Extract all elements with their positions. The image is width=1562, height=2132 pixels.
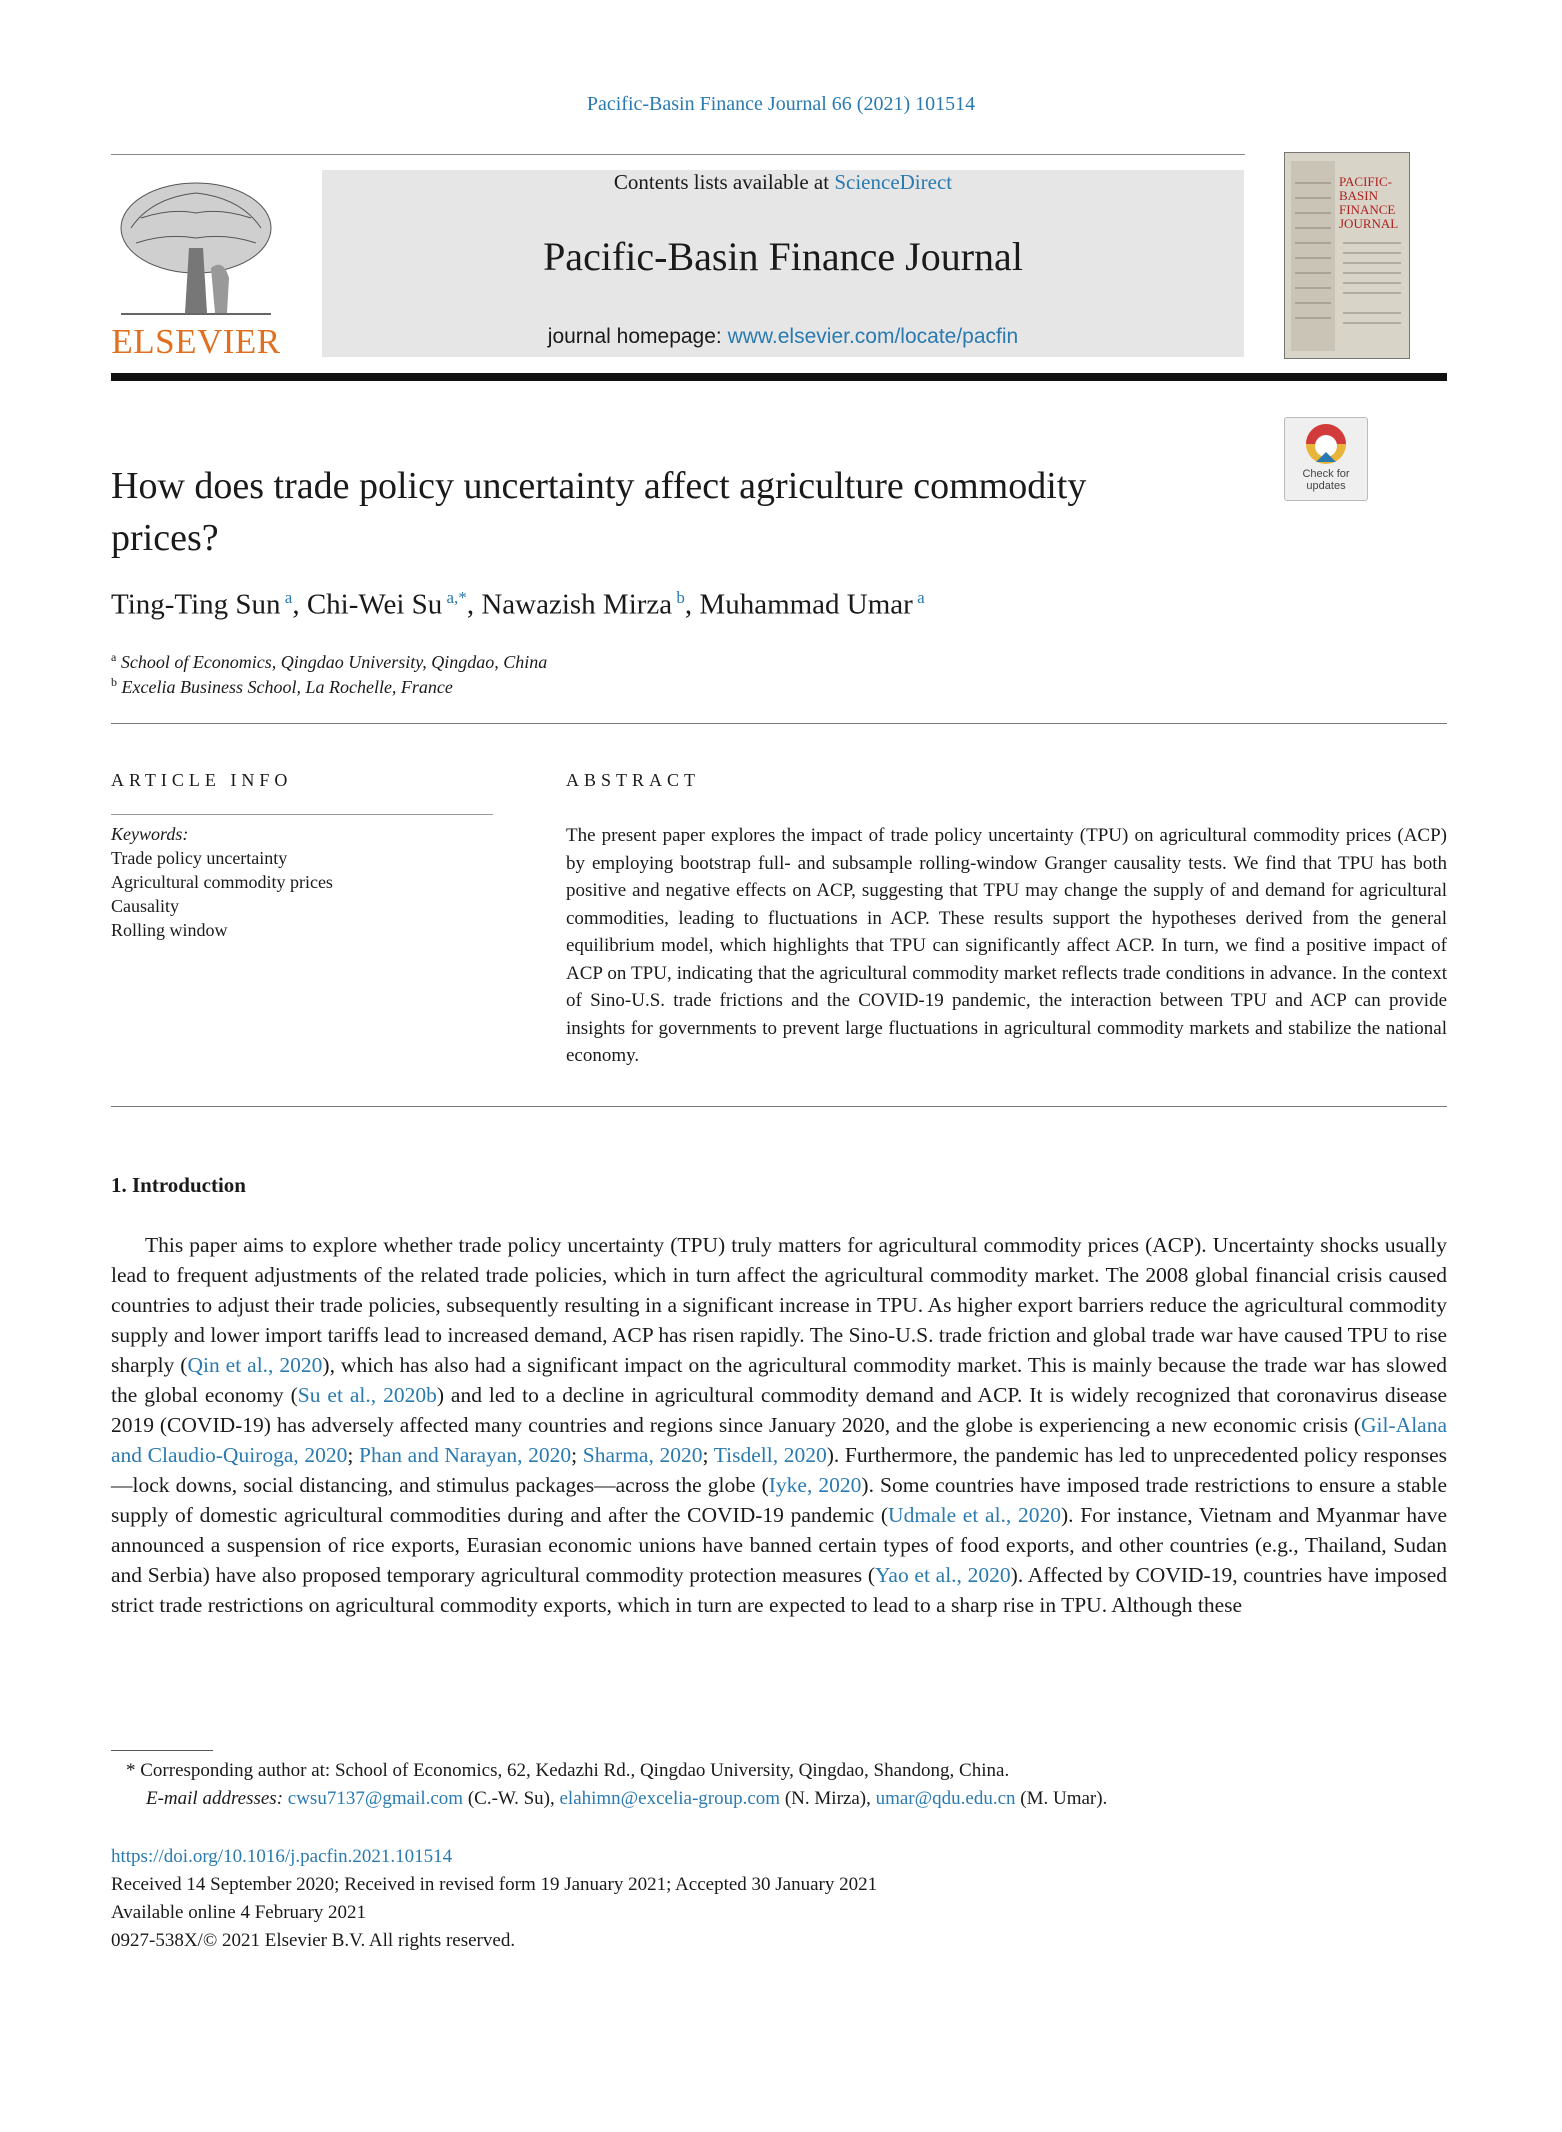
citation-link[interactable]: Sharma, 2020 bbox=[582, 1443, 703, 1467]
author-name: Nawazish Mirza bbox=[481, 588, 673, 621]
email-label: E-mail addresses: bbox=[146, 1788, 284, 1809]
contents-prefix: Contents lists available at bbox=[613, 170, 835, 194]
contents-line bbox=[322, 170, 1244, 195]
article-info-rule bbox=[111, 814, 493, 815]
citation-link[interactable]: Iyke, 2020 bbox=[768, 1473, 862, 1497]
keywords-label: Keywords: bbox=[111, 824, 189, 844]
email-link[interactable]: cwsu7137@gmail.com bbox=[287, 1788, 464, 1809]
email-link[interactable]: elahimn@excelia-group.com bbox=[559, 1788, 781, 1809]
citation-link[interactable]: Gil-Alana and Claudio-Quiroga, 2020 bbox=[111, 1413, 1447, 1467]
homepage-prefix: journal homepage: bbox=[547, 325, 728, 348]
journal-title: Pacific-Basin Finance Journal bbox=[543, 234, 1023, 279]
affiliation-label: a bbox=[111, 650, 117, 664]
intro-text: ; bbox=[347, 1443, 360, 1467]
crossmark-icon bbox=[1285, 418, 1367, 470]
affiliation-text: Excelia Business School, La Rochelle, France bbox=[121, 677, 453, 697]
email-owner: (N. Mirza), bbox=[780, 1788, 876, 1809]
keyword: Agricultural commodity prices bbox=[111, 872, 333, 892]
email-addresses bbox=[146, 1788, 1107, 1810]
citation-link[interactable]: Su et al., 2020b bbox=[297, 1383, 437, 1407]
citation-link[interactable]: Tisdell, 2020 bbox=[713, 1443, 827, 1467]
intro-text: ). Some countries have imposed trade restrictions to ensure a stable supply of domestic agricultural commodities during and after the COVID-19 pandemic ( bbox=[111, 1473, 1447, 1527]
masthead-rule bbox=[111, 154, 1245, 155]
check-for-updates-label: Check for updates bbox=[1302, 468, 1350, 492]
copyright-line: 0927-538X/© 2021 Elsevier B.V. All rights reserved. bbox=[111, 1930, 516, 1951]
footnote-rule bbox=[111, 1750, 213, 1751]
doi-link[interactable]: https://doi.org/10.1016/j.pacfin.2021.101514 bbox=[111, 1846, 453, 1867]
article-title: How does trade policy uncertainty affect agriculture commodity prices? bbox=[111, 465, 1087, 559]
keyword: Trade policy uncertainty bbox=[111, 848, 288, 868]
email-owner: (C.-W. Su), bbox=[463, 1788, 560, 1809]
publication-history: Received 14 September 2020; Received in revised form 19 January 2021; Accepted 30 January 2021 bbox=[111, 1874, 878, 1895]
available-online: Available online 4 February 2021 bbox=[111, 1902, 367, 1923]
sciencedirect-link[interactable]: ScienceDirect bbox=[834, 170, 953, 194]
introduction-paragraph bbox=[111, 1230, 1447, 1620]
email-owner: (M. Umar). bbox=[1015, 1788, 1108, 1809]
author-list: Ting-Ting Sun $^a$, Chi-Wei Su $^{a,*}$, Nawazish Mirza $^b$, Muhammad Umar $^a$ bbox=[111, 588, 925, 621]
intro-text: ; bbox=[702, 1443, 714, 1467]
intro-text: This paper aims to explore whether trade policy uncertainty (TPU) truly matters for agricultural commodity prices (ACP). Uncertainty shocks usually lead to frequent adjustments of the related trade policies, which in turn affect the agricultural commodity market. The 2008 global financial crisis caused countries to adjust their trade policies, subsequently resulting in a significant increase in TPU. As higher export barriers reduce the agricultural commodity supply and lower import tariffs lead to increased demand, ACP has risen rapidly. The Sino-U.S. trade friction and global trade war have caused TPU to rise sharply ( bbox=[111, 1233, 1447, 1377]
citation-link[interactable]: Qin et al., 2020 bbox=[187, 1353, 323, 1377]
affiliation-ref[interactable]: a bbox=[917, 588, 925, 607]
corresponding-author-note: * Corresponding author at: School of Economics, 62, Kedazhi Rd., Qingdao University, Qingdao, Shandong, China. bbox=[126, 1760, 1010, 1781]
affiliation-text: School of Economics, Qingdao University, Qingdao, China bbox=[120, 652, 548, 672]
intro-text: ). For instance, Vietnam and Myanmar have announced a suspension of rice exports, Eurasian economic unions have banned certain types of food exports, and other countries (e.g., Thailand, Sudan and Serbia) have also proposed temporary agricultural commodity protection measures ( bbox=[111, 1503, 1447, 1587]
article-info-heading: ARTICLE INFO bbox=[111, 770, 293, 790]
journal-cover-thumbnail[interactable] bbox=[1284, 152, 1410, 359]
affiliation-ref[interactable]: a bbox=[284, 588, 293, 607]
section-rule bbox=[111, 1106, 1447, 1107]
affiliation-ref[interactable]: a,* bbox=[446, 588, 467, 607]
keyword: Causality bbox=[111, 896, 179, 916]
citation-link[interactable]: Yao et al., 2020 bbox=[875, 1563, 1011, 1587]
abstract-body: The present paper explores the impact of trade policy uncertainty (TPU) on agricultural commodity prices (ACP) by employing bootstrap full- and subsample rolling-window Granger causality tests. We find that TPU has both positive and negative effects on ACP, suggesting that TPU may change the supply of and demand for agricultural commodities, leading to fluctuations in ACP. These results support the hypotheses derived from the general equilibrium model, which highlights that TPU can significantly affect ACP. In turn, we find a positive impact of ACP on TPU, indicating that the agricultural commodity market reflects trade conditions in advance. In the context of Sino-U.S. trade frictions and the COVID-19 pandemic, the interaction between TPU and ACP can provide insights for governments to prevent large fluctuations in agricultural commodity markets and stabilize the national economy. bbox=[566, 825, 1447, 1066]
affiliation-ref[interactable]: b bbox=[676, 588, 685, 607]
affiliation-b bbox=[111, 675, 453, 698]
intro-text: ). Affected by COVID-19, countries have imposed strict trade restrictions on agricultural commodity exports, which in turn are expected to lead to a sharp rise in TPU. Although these bbox=[111, 1563, 1447, 1617]
citation-link[interactable]: Udmale et al., 2020 bbox=[888, 1503, 1061, 1527]
journal-homepage-link[interactable]: www.elsevier.com/locate/pacfin bbox=[727, 325, 1019, 348]
intro-text: ) and led to a decline in agricultural commodity demand and ACP. It is widely recognized that coronavirus disease 2019 (COVID-19) has adversely affected many countries and regions since January 2020, and the globe is experiencing a new economic crisis ( bbox=[111, 1383, 1448, 1437]
author-name: Chi-Wei Su bbox=[306, 588, 443, 621]
affiliation-a bbox=[111, 650, 547, 673]
check-for-updates-badge[interactable] bbox=[1284, 417, 1368, 501]
section-rule bbox=[111, 723, 1447, 724]
abstract-heading: ABSTRACT bbox=[566, 770, 701, 790]
homepage-line bbox=[322, 325, 1244, 349]
keyword: Rolling window bbox=[111, 920, 228, 940]
masthead-thick-rule bbox=[111, 373, 1447, 381]
email-link[interactable]: umar@qdu.edu.cn bbox=[875, 1788, 1016, 1809]
author-name: Muhammad Umar bbox=[699, 588, 913, 621]
intro-text: ). Furthermore, the pandemic has led to unprecedented policy responses—lock downs, social distancing, and stimulus packages—across the globe ( bbox=[111, 1443, 1448, 1497]
citation-link[interactable]: Phan and Narayan, 2020 bbox=[359, 1443, 572, 1467]
section-heading-introduction: 1. Introduction bbox=[111, 1173, 246, 1197]
running-head[interactable]: Pacific-Basin Finance Journal 66 (2021) 101514 bbox=[586, 93, 976, 115]
intro-text: ; bbox=[571, 1443, 583, 1467]
cover-title: PACIFIC- BASIN FINANCE JOURNAL bbox=[1339, 174, 1399, 231]
intro-text: ), which has also had a significant impact on the agricultural commodity market. This is mainly because the trade war has slowed the global economy ( bbox=[111, 1353, 1447, 1407]
affiliation-label: b bbox=[111, 675, 117, 689]
publisher-wordmark: ELSEVIER bbox=[111, 322, 281, 361]
author-name: Ting-Ting Sun bbox=[111, 588, 281, 621]
